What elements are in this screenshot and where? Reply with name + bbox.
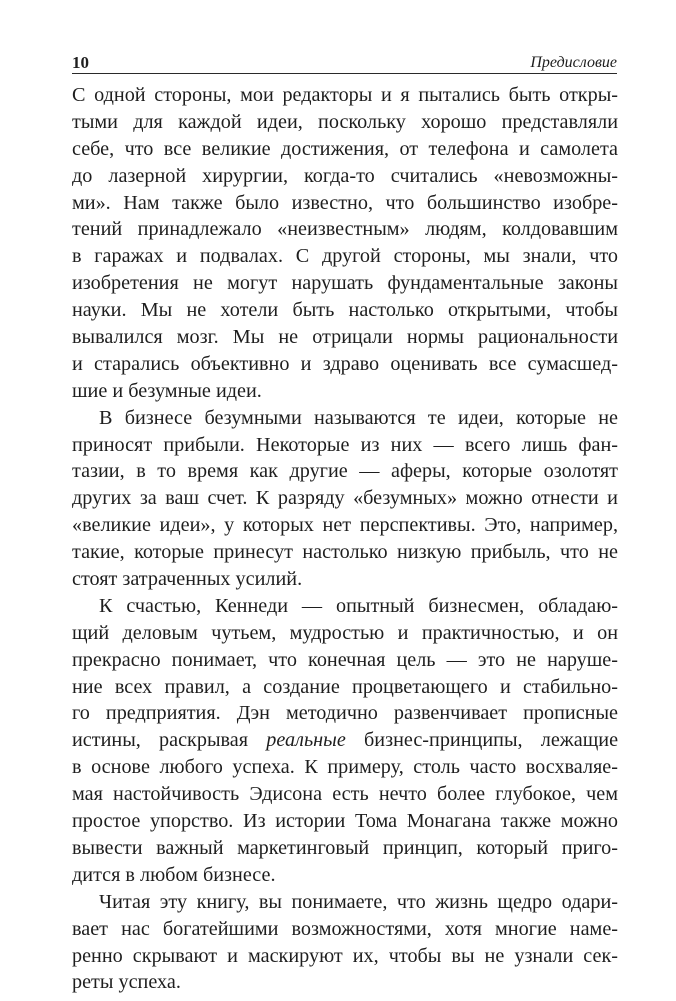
text-line: простое упорство. Из истории Тома Монагана также можно [72,810,618,833]
text-line: Читая эту книгу, вы понимаете, что жизнь щедро одари- [99,890,618,913]
text-line: и старались объективно и здраво оценивать все сумасшед- [72,352,618,375]
text-line: шие и безумные идеи. [72,379,262,402]
text-fragment: бизнес-принципы, лежащие [364,729,619,752]
text-line: го предприятия. Дэн методично развенчивает прописные [72,702,618,725]
text-line: дится в любом бизнесе. [72,863,276,886]
text-line: до лазерной хирургии, когда-то считались «невозможны- [72,164,618,187]
text-line: в гаражах и подвалах. С другой стороны, мы знали, что [72,245,618,268]
text-line: такие, которые принесут настолько низкую прибыль, что не [72,541,618,564]
text-line: других за ваш счет. К разряду «безумных» можно отнести и [72,487,618,510]
text-line: науки. Мы не хотели быть настолько открытыми, чтобы [72,299,618,322]
text-line: К счастью, Кеннеди — опытный бизнесмен, обладаю- [99,594,618,617]
text-line: реты успеха. [72,971,181,994]
text-line: В бизнесе безумными называются те идеи, которые не [99,406,618,429]
header-rule [72,73,617,74]
running-head [72,51,617,75]
text-line: тазии, в то время как другие — аферы, которые озолотят [72,460,618,483]
text-line: стоят затраченных усилий. [72,568,303,591]
text-line: тыми для каждой идеи, поскольку хорошо представляли [72,110,618,133]
text-fragment: истины, раскрывая [72,729,249,752]
text-line: вает нас богатейшими возможностями, хотя многие наме- [72,917,618,940]
text-line: прекрасно понимает, что конечная цель — это не наруше- [72,648,618,671]
text-line: в основе любого успеха. К примеру, столь часто восхваляе- [72,756,618,779]
text-line: приносят прибыли. Некоторые из них — всего лишь фан- [72,433,618,456]
text-line: изобретения не могут нарушать фундаментальные законы [72,272,618,295]
body-text [72,82,618,996]
text-line: мая настойчивость Эдисона есть нечто более глубокое, чем [72,783,618,806]
page-number: 10 [72,53,89,72]
text-line: щий деловым чутьем, мудростью и практичностью, и он [72,621,618,644]
text-line: ние всех правил, а создание процветающего и стабильно- [72,675,618,698]
chapter-title: Предисловие [530,54,617,71]
text-line: себе, что все великие достижения, от телефона и самолета [72,137,618,160]
text-line: вывести важный маркетинговый принцип, который приго- [72,836,618,859]
text-line: вывалился мозг. Мы не отрицали нормы рациональности [72,326,618,349]
emphasis-text: реальные [266,729,346,752]
text-line: С одной стороны, мои редакторы и я пытались быть откры- [72,84,618,106]
text-line: ренно скрывают и маскируют их, чтобы вы не узнали сек- [72,944,618,967]
text-line-mixed [72,727,618,754]
text-line: ми». Нам также было известно, что большинство изобре- [72,191,618,214]
text-line: «великие идеи», у которых нет перспективы. Это, например, [72,514,618,537]
text-line: тений принадлежало «неизвестным» людям, колдовавшим [72,218,618,241]
